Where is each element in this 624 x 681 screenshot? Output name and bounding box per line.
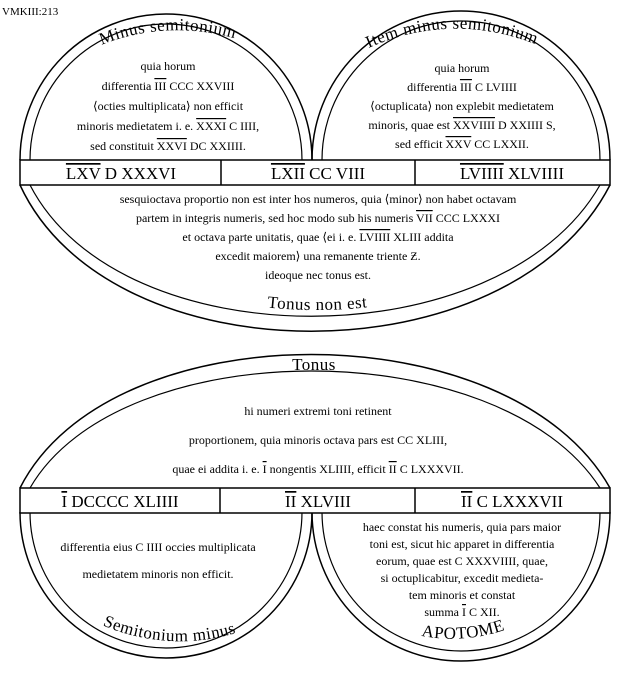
text-line <box>368 118 555 132</box>
text-segment: D XXIIII S, <box>494 118 556 132</box>
text-line <box>370 99 554 113</box>
text-segment: C XII. <box>466 605 500 619</box>
text-segment: CC LXXII. <box>471 137 529 151</box>
text-segment: sed efficit <box>395 137 446 151</box>
text-segment: sed constituit <box>90 139 157 153</box>
overlined-numeral: III <box>459 80 472 94</box>
overlined-numeral: LXII <box>270 164 305 183</box>
bottom-right-text <box>363 520 561 619</box>
text-segment: proportionem, quia minoris octava pars est CC XLIII, <box>188 433 448 447</box>
text-line <box>136 211 500 225</box>
text-line <box>265 268 371 282</box>
text-segment: ideoque nec tonus est. <box>265 268 371 282</box>
bottom-top-text <box>172 404 463 476</box>
overlined-numeral: XXVI <box>156 139 187 153</box>
bottom-cell-2 <box>285 492 351 511</box>
top-figure <box>20 11 610 331</box>
overlined-numeral: LVIIII <box>459 164 504 183</box>
text-line <box>120 192 517 206</box>
text-segment: XLVIIII <box>503 164 565 183</box>
top-bottom-text <box>120 192 517 282</box>
text-segment: quia horum <box>434 61 490 75</box>
text-segment: hi numeri extremi toni retinent <box>244 404 392 418</box>
text-segment: toni est, sicut hic apparet in differentia <box>369 537 555 551</box>
text-segment: C LXXXVII. <box>396 462 464 476</box>
text-segment: partem in integris numeris, sed hoc modo sub his numeris <box>135 211 417 225</box>
text-line <box>370 537 555 551</box>
text-line <box>363 520 561 534</box>
text-segment: et octava parte unitatis, quae ⟨ei i. e. <box>182 230 360 244</box>
text-segment: Ƶ. <box>410 249 421 263</box>
text-segment: C LXXXVII <box>472 492 563 511</box>
bottom-figure <box>20 355 610 662</box>
text-line <box>66 164 177 183</box>
top-right-text <box>368 61 555 151</box>
text-line <box>376 554 548 568</box>
overlined-numeral: II <box>285 492 297 511</box>
text-line <box>102 79 235 93</box>
text-segment: quae ei addita i. e. <box>172 462 263 476</box>
top-cell-1 <box>66 164 177 183</box>
overlined-numeral: III <box>154 79 167 93</box>
overlined-numeral: II <box>461 492 473 511</box>
text-line <box>90 139 246 153</box>
text-line <box>93 99 244 113</box>
overlined-numeral: XXVIIII <box>453 118 495 132</box>
text-segment: si octuplicabitur, excedit medieta- <box>380 571 544 585</box>
text-line <box>381 571 544 585</box>
text-line <box>82 567 233 581</box>
text-line <box>61 492 178 511</box>
text-segment: ⟨octies multiplicata⟩ non efficit <box>92 99 244 113</box>
text-segment: differentia <box>101 79 155 93</box>
text-segment: ⟨octuplicata⟩ non explebit medietatem <box>370 99 554 113</box>
text-segment: D XXXVI <box>100 164 177 183</box>
overlined-numeral: I <box>462 605 466 619</box>
text-segment: minoris medietatem i. e. <box>76 119 197 133</box>
text-segment: DCCCC XLIIII <box>67 492 179 511</box>
text-segment: tem minoris et constat <box>408 588 516 602</box>
overlined-numeral: I <box>61 492 68 511</box>
text-segment: CCC XXVIII <box>166 79 235 93</box>
text-segment: eorum, quae est C XXXVIIII, quae, <box>376 554 548 568</box>
text-segment: nongentis XLIIII, efficit <box>266 462 389 476</box>
text-segment: C IIII, <box>226 119 260 133</box>
top-cell-3 <box>460 164 564 183</box>
text-line <box>77 119 259 133</box>
text-line <box>461 492 563 511</box>
text-segment: differentia eius C IIII occies multiplicata <box>60 540 256 554</box>
manuscript-id: VMKIII:213 <box>2 6 59 18</box>
top-left-text <box>77 59 259 153</box>
text-line <box>244 404 392 418</box>
text-segment: XLVIII <box>296 492 351 511</box>
text-segment: XLIII addita <box>390 230 454 244</box>
text-segment: CC VIII <box>304 164 366 183</box>
text-segment: excedit maiorem⟩ una remanente triente <box>215 249 411 263</box>
text-line <box>271 164 365 183</box>
overlined-numeral: LXV <box>65 164 101 183</box>
text-segment: minoris, quae est <box>368 118 454 132</box>
text-line <box>182 230 454 244</box>
text-line <box>424 605 499 619</box>
bottom-cell-3 <box>461 492 563 511</box>
overlined-numeral: VII <box>416 211 433 225</box>
bottom-cell-1 <box>61 492 178 511</box>
text-segment: quia horum <box>140 59 196 73</box>
arc-label-minus-semitonium: Minus semitonium <box>96 15 239 49</box>
text-line <box>409 588 516 602</box>
arc-label-tonus-non-est: Tonus non est <box>266 292 369 315</box>
text-line <box>395 137 529 151</box>
text-line <box>215 249 420 263</box>
arc-label-semitonium-minus: Semitonium minus <box>101 611 238 646</box>
text-line <box>141 59 197 73</box>
text-line <box>435 61 491 75</box>
arc-label-apotome: APOTOME <box>420 615 507 643</box>
text-segment: haec constat his numeris, quia pars maior <box>362 520 562 534</box>
text-line <box>407 80 517 94</box>
overlined-numeral: II <box>388 462 397 476</box>
text-line <box>172 462 463 476</box>
text-segment: DC XXIIII. <box>186 139 246 153</box>
overlined-numeral: I <box>262 462 267 476</box>
text-line <box>60 540 256 554</box>
bottom-left-text <box>60 540 256 581</box>
arc-label-item-minus-semitonium: Item minus semitonium <box>362 13 541 52</box>
arc-label-tonus: Tonus <box>292 355 336 374</box>
overlined-numeral: XXXI <box>196 119 227 133</box>
top-cell-2 <box>271 164 365 183</box>
text-segment: summa <box>424 605 462 619</box>
text-line <box>285 492 351 511</box>
text-segment: medietatem minoris non efficit. <box>82 567 234 581</box>
overlined-numeral: LVIIII <box>359 230 391 244</box>
text-segment: CCC LXXXI <box>432 211 501 225</box>
overlined-numeral: XXV <box>445 137 472 151</box>
text-line <box>460 164 564 183</box>
text-line <box>189 433 447 447</box>
text-segment: sesquioctava proportio non est inter hos numeros, quia ⟨minor⟩ non habet octavam <box>119 192 517 206</box>
text-segment: differentia <box>407 80 460 94</box>
text-segment: C LVIIII <box>471 80 517 94</box>
